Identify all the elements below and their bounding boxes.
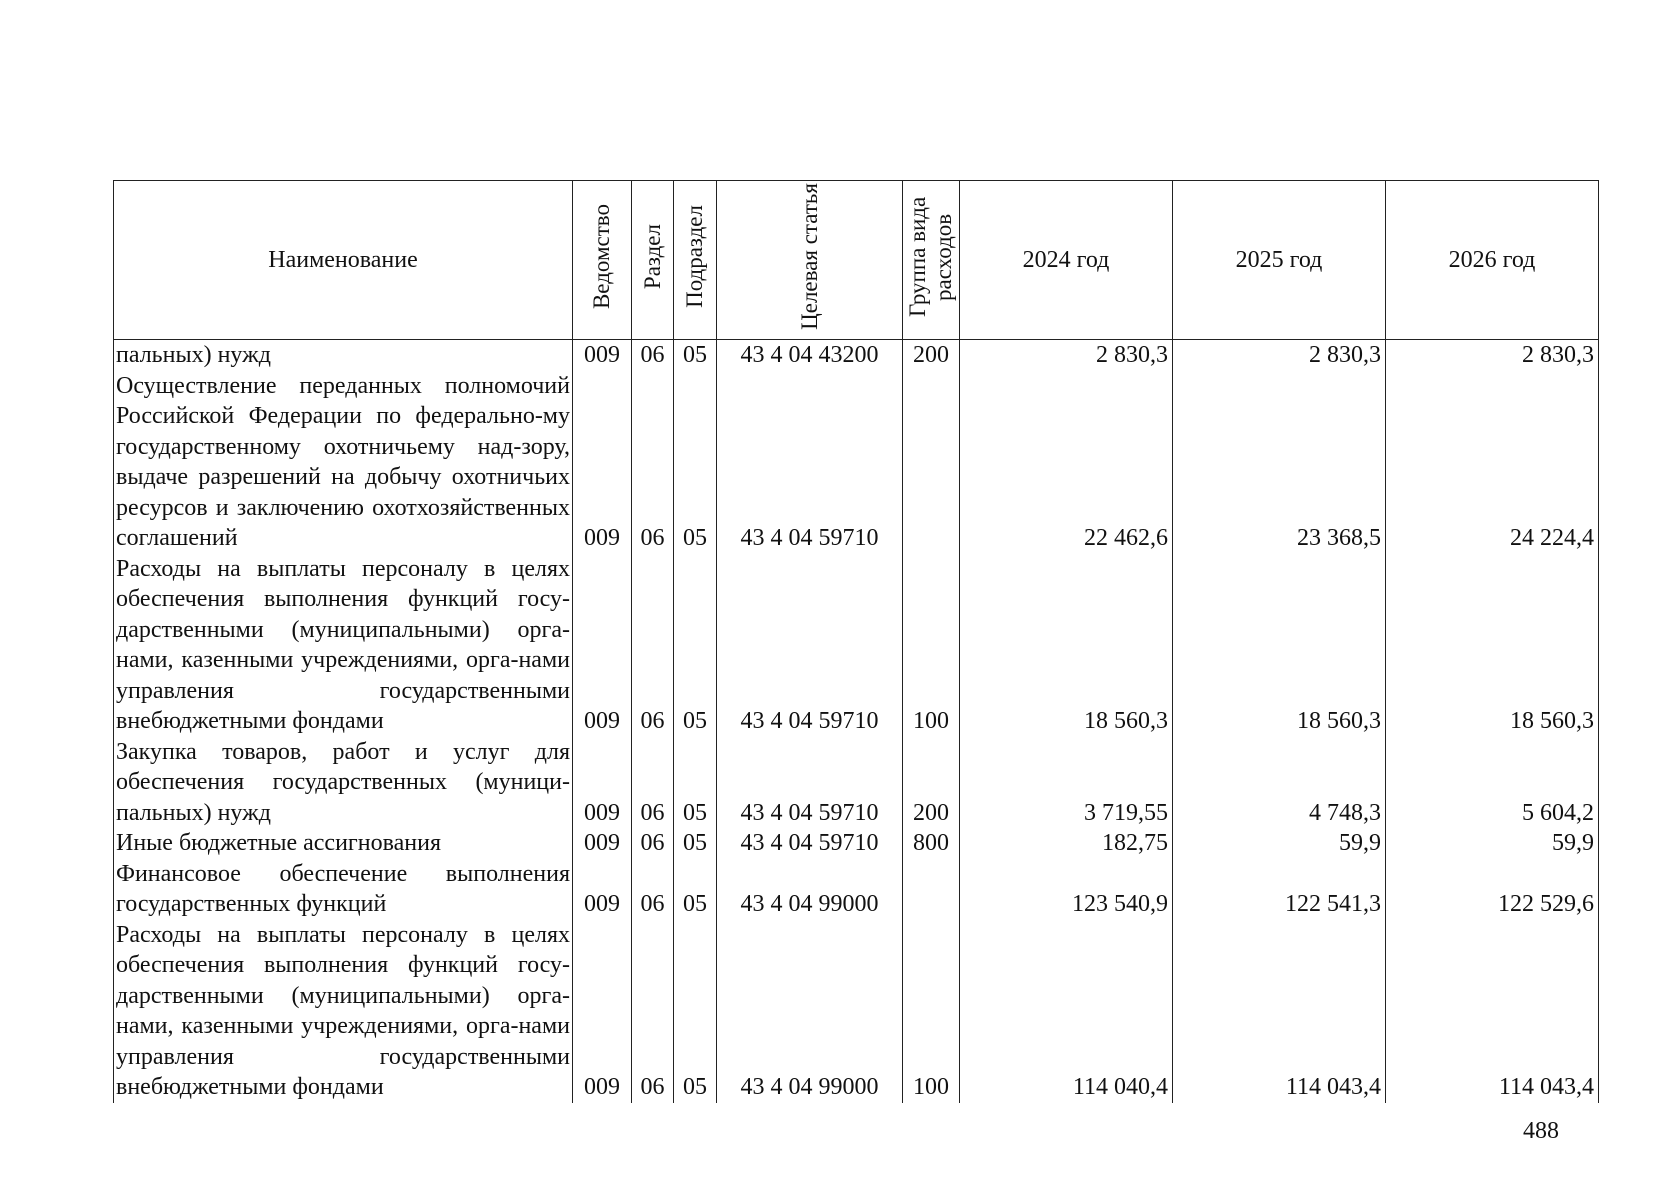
cell-department: 009 (573, 340, 632, 371)
table-row (114, 859, 1599, 920)
cell-department: 009 (573, 554, 632, 737)
cell-2026: 18 560,3 (1386, 554, 1599, 737)
cell-2026: 114 043,4 (1386, 920, 1599, 1103)
cell-name: Расходы на выплаты персоналу в целях обеспечения выполнения функций госу-дарственными (муниципальными) орга-нами, казенными учреждениями, орга-нами управления государственными внебюджетными фондами (114, 554, 573, 737)
cell-expense-group (903, 859, 960, 920)
cell-2025: 122 541,3 (1173, 859, 1386, 920)
cell-2024: 18 560,3 (960, 554, 1173, 737)
cell-subsection: 05 (674, 737, 717, 829)
cell-expense-group: 100 (903, 554, 960, 737)
cell-2025: 59,9 (1173, 828, 1386, 859)
header-department: Ведомство (573, 181, 632, 340)
cell-name: Иные бюджетные ассигнования (114, 828, 573, 859)
cell-2025: 2 830,3 (1173, 340, 1386, 371)
cell-2026: 59,9 (1386, 828, 1599, 859)
cell-2026: 5 604,2 (1386, 737, 1599, 829)
cell-expense-group (903, 371, 960, 554)
cell-section: 06 (632, 737, 674, 829)
header-name: Наименование (114, 181, 573, 340)
header-section: Раздел (632, 181, 674, 340)
cell-target-article: 43 4 04 59710 (717, 828, 903, 859)
cell-section: 06 (632, 554, 674, 737)
cell-2024: 182,75 (960, 828, 1173, 859)
header-target-article: Целевая статья (717, 181, 903, 340)
cell-target-article: 43 4 04 99000 (717, 859, 903, 920)
cell-2024: 123 540,9 (960, 859, 1173, 920)
cell-department: 009 (573, 828, 632, 859)
header-2025: 2025 год (1173, 181, 1386, 340)
header-2024: 2024 год (960, 181, 1173, 340)
cell-subsection: 05 (674, 371, 717, 554)
cell-2026: 122 529,6 (1386, 859, 1599, 920)
table-row (114, 920, 1599, 1103)
cell-subsection: 05 (674, 920, 717, 1103)
header-expense-group: Группа вида расходов (903, 181, 960, 340)
page-number: 488 (1523, 1118, 1559, 1144)
cell-section: 06 (632, 371, 674, 554)
cell-target-article: 43 4 04 43200 (717, 340, 903, 371)
table-header-row (114, 181, 1599, 340)
cell-section: 06 (632, 859, 674, 920)
cell-2025: 23 368,5 (1173, 371, 1386, 554)
table-row (114, 554, 1599, 737)
cell-2024: 114 040,4 (960, 920, 1173, 1103)
cell-name: пальных) нужд (114, 340, 573, 371)
header-subsection: Подраздел (674, 181, 717, 340)
table-row (114, 371, 1599, 554)
cell-department: 009 (573, 859, 632, 920)
cell-section: 06 (632, 920, 674, 1103)
table-row (114, 828, 1599, 859)
cell-expense-group: 800 (903, 828, 960, 859)
cell-2024: 22 462,6 (960, 371, 1173, 554)
cell-name: Финансовое обеспечение выполнения государственных функций (114, 859, 573, 920)
cell-name: Расходы на выплаты персоналу в целях обеспечения выполнения функций госу-дарственными (муниципальными) орга-нами, казенными учреждениями, орга-нами управления государственными внебюджетными фондами (114, 920, 573, 1103)
cell-2026: 2 830,3 (1386, 340, 1599, 371)
cell-subsection: 05 (674, 340, 717, 371)
table-body (114, 340, 1599, 1103)
cell-subsection: 05 (674, 859, 717, 920)
cell-department: 009 (573, 737, 632, 829)
cell-target-article: 43 4 04 99000 (717, 920, 903, 1103)
cell-subsection: 05 (674, 828, 717, 859)
cell-2025: 4 748,3 (1173, 737, 1386, 829)
cell-department: 009 (573, 920, 632, 1103)
cell-target-article: 43 4 04 59710 (717, 371, 903, 554)
cell-2026: 24 224,4 (1386, 371, 1599, 554)
header-2026: 2026 год (1386, 181, 1599, 340)
cell-expense-group: 200 (903, 340, 960, 371)
cell-target-article: 43 4 04 59710 (717, 737, 903, 829)
cell-section: 06 (632, 828, 674, 859)
cell-target-article: 43 4 04 59710 (717, 554, 903, 737)
cell-name: Закупка товаров, работ и услуг для обеспечения государственных (муници-пальных) нужд (114, 737, 573, 829)
cell-expense-group: 100 (903, 920, 960, 1103)
cell-2025: 18 560,3 (1173, 554, 1386, 737)
table-row (114, 737, 1599, 829)
cell-section: 06 (632, 340, 674, 371)
cell-subsection: 05 (674, 554, 717, 737)
cell-2025: 114 043,4 (1173, 920, 1386, 1103)
table-row (114, 340, 1599, 371)
cell-expense-group: 200 (903, 737, 960, 829)
cell-2024: 3 719,55 (960, 737, 1173, 829)
budget-table (113, 180, 1599, 1103)
cell-2024: 2 830,3 (960, 340, 1173, 371)
cell-department: 009 (573, 371, 632, 554)
cell-name: Осуществление переданных полномочий Российской Федерации по федерально-му государственному охотничьему над-зору, выдаче разрешений на добычу охотничьих ресурсов и заключению охотхозяйственных соглашений (114, 371, 573, 554)
